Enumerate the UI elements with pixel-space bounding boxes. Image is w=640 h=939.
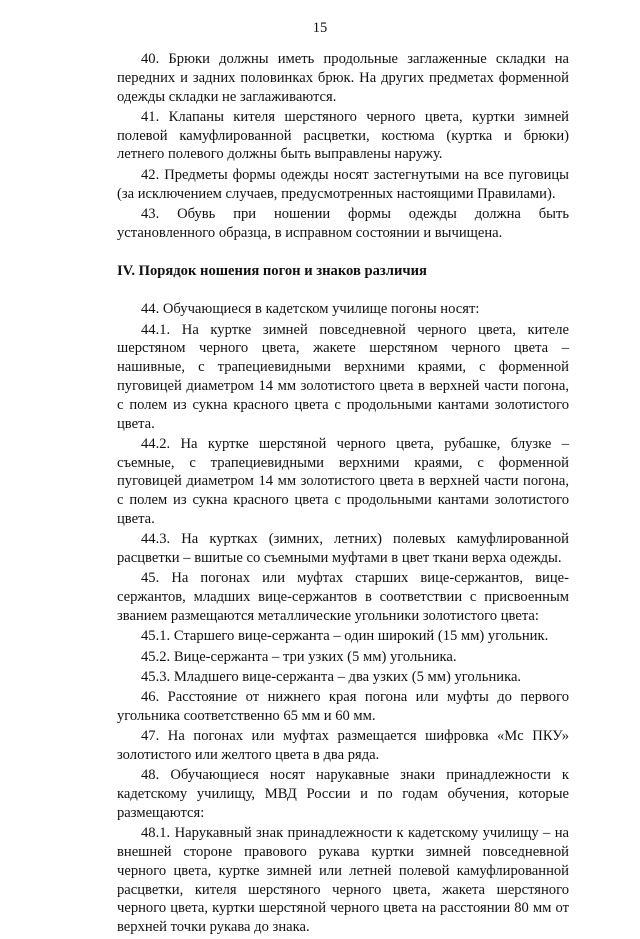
paragraph-40: 40. Брюки должны иметь продольные заглаженные складки на передних и задних половинках брюк. На других предметах форменной одежды складки не заглаживаются. — [117, 51, 569, 105]
paragraph-45-3: 45.3. Младшего вице-сержанта – два узких (5 мм) угольника. — [141, 668, 522, 685]
paragraph-48-1: 48.1. Нарукавный знак принадлежности к кадетскому училищу – на внешней стороне правового рукава куртки зимней повседневной черного цвета, куртке зимней или летней полевой камуфлированной расцветки, кителя шерстяного черного цвета, жакета шерстяного черного цвета, куртки шерстяной черного цвета на расстоянии 80 мм от верхней точки рукава до знака. — [117, 825, 569, 936]
paragraph-43: 43. Обувь при ношении формы одежды должна быть установленного образца, в исправном состоянии и вычищена. — [117, 205, 569, 241]
paragraph-44-1: 44.1. На куртке зимней повседневной черного цвета, кителе шерстяном черного цвета, жакете шерстяном черного цвета – нашивные, с трапециевидными верхними краями, с форменной пуговицей диаметром 14 мм золотистого цвета в верхней части погона, с полем из сукна красного цвета с продольными кантами золотистого цвета. — [117, 321, 569, 432]
document-body — [117, 50, 569, 939]
paragraph-44-3: 44.3. На куртках (зимних, летних) полевых камуфлированной расцветки – вшитые со съемными муфтами в цвет ткани верха одежды. — [117, 531, 569, 567]
paragraph-45: 45. На погонах или муфтах старших вице-сержантов, вице-сержантов, младших вице-сержантов в соответствии с присвоенным званием размещаются металлические угольники золотистого цвета: — [117, 570, 569, 625]
paragraph-47: 47. На погонах или муфтах размещается шифровка «Мс ПКУ» золотистого или желтого цвета в два ряда. — [117, 728, 569, 764]
paragraph-45-2: 45.2. Вице-сержанта – три узких (5 мм) угольника. — [141, 648, 457, 665]
paragraph-44: 44. Обучающиеся в кадетском училище погоны носят: — [141, 301, 480, 318]
paragraph-45-1: 45.1. Старшего вице-сержанта – один широкий (15 мм) угольник. — [141, 628, 549, 645]
paragraph-41: 41. Клапаны кителя шерстяного черного цвета, куртки зимней полевой камуфлированной расцветки, костюма (куртка и брюки) летнего полевого должны быть выправлены наружу. — [117, 108, 569, 163]
paragraph-42: 42. Предметы формы одежды носят застегнутыми на все пуговицы (за исключением случаев, предусмотренных настоящими Правилами). — [117, 166, 569, 202]
paragraph-44-2: 44.2. На куртке шерстяной черного цвета, рубашке, блузке – съемные, с трапециевидными верхними краями, с форменной пуговицей диаметром 14 мм золотистого цвета в верхней части погона, с полем из сукна красного цвета с продольными кантами золотистого цвета. — [117, 435, 569, 528]
page-number: 15 — [312, 20, 328, 36]
paragraph-46: 46. Расстояние от нижнего края погона или муфты до первого угольника соответственно 65 мм и 60 мм. — [117, 689, 569, 724]
paragraph-48: 48. Обучающиеся носят нарукавные знаки принадлежности к кадетскому училищу, МВД России и по годам обучения, которые размещаются: — [117, 767, 569, 821]
section-heading: IV. Порядок ношения погон и знаков различия — [117, 263, 427, 280]
